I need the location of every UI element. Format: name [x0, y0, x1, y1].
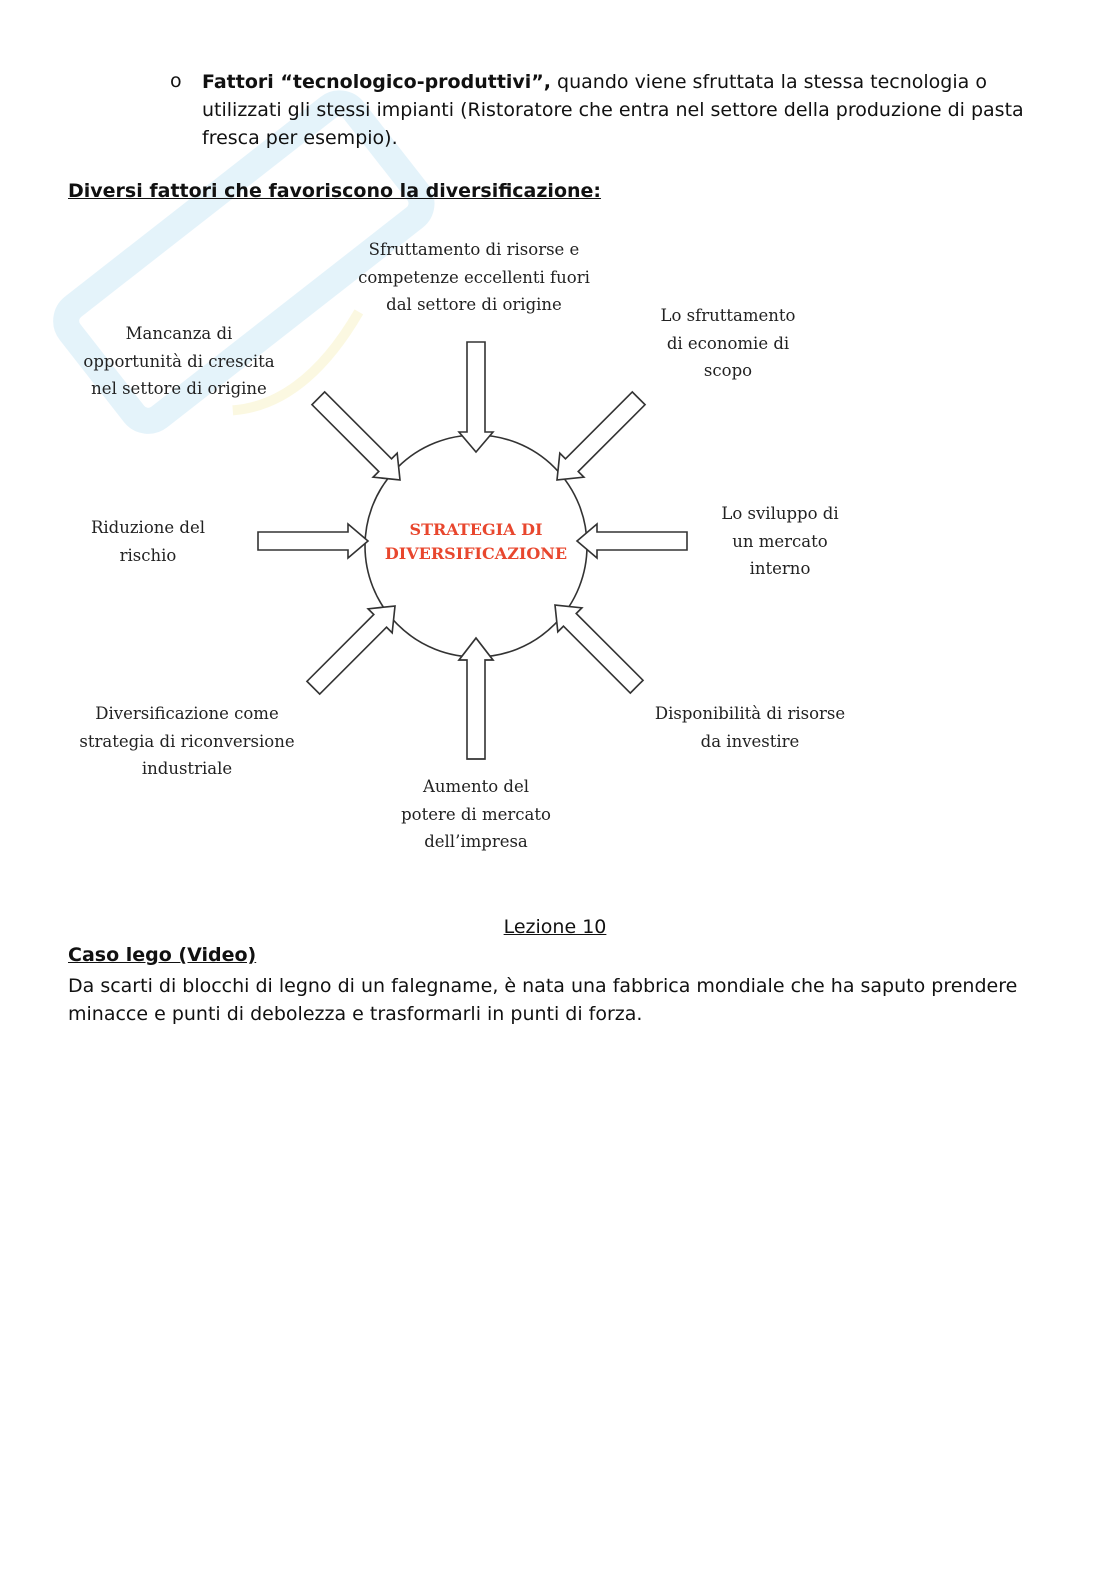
label-bottom: Aumento del potere di mercato dell’impresa — [401, 777, 551, 851]
label-top-left: Mancanza di opportunità di crescita nel settore di origine — [83, 324, 275, 398]
label-top-right: Lo sfruttamento di economie di scopo — [660, 306, 796, 380]
arrow-bottom-left — [301, 594, 407, 700]
label-left: Riduzione del rischio — [90, 518, 206, 565]
arrow-bottom — [459, 638, 493, 759]
arrow-bottom-right — [543, 593, 649, 699]
arrow-top-left — [306, 386, 412, 492]
label-bottom-left: Diversificazione come strategia di riconversione industriale — [79, 704, 295, 778]
bullet-description: quando viene sfruttata la stessa tecnologia o utilizzati gli stessi impianti (Ristoratore che entra nel settore della produzione di pasta fresca per esempio). — [202, 71, 1024, 149]
center-label-line1: STRATEGIA DI — [409, 520, 543, 539]
arrow-left — [258, 524, 368, 558]
label-top: Sfruttamento di risorse e competenze eccellenti fuori dal settore di origine — [358, 240, 590, 314]
label-right: Lo sviluppo di un mercato interno — [721, 504, 839, 578]
arrow-right — [577, 524, 687, 558]
label-bottom-right: Disponibilità di risorse da investire — [654, 704, 846, 751]
bullet-bold-term: Fattori “tecnologico-produttivi”, — [202, 71, 552, 93]
section-heading: Diversi fattori che favoriscono la diversificazione: — [68, 180, 602, 202]
arrow-top-right — [545, 386, 651, 492]
case-body: Da scarti di blocchi di legno di un falegname, è nata una fabbrica mondiale che ha saputo prendere minacce e punti di debolezza e trasformarli in punti di forza. — [68, 975, 1018, 1025]
case-heading: Caso lego (Video) — [68, 944, 257, 966]
arrow-top — [459, 342, 493, 452]
center-label-line2: DIVERSIFICAZIONE — [384, 544, 568, 563]
bullet-marker: o — [170, 70, 182, 92]
lesson-title: Lezione 10 — [503, 916, 607, 938]
